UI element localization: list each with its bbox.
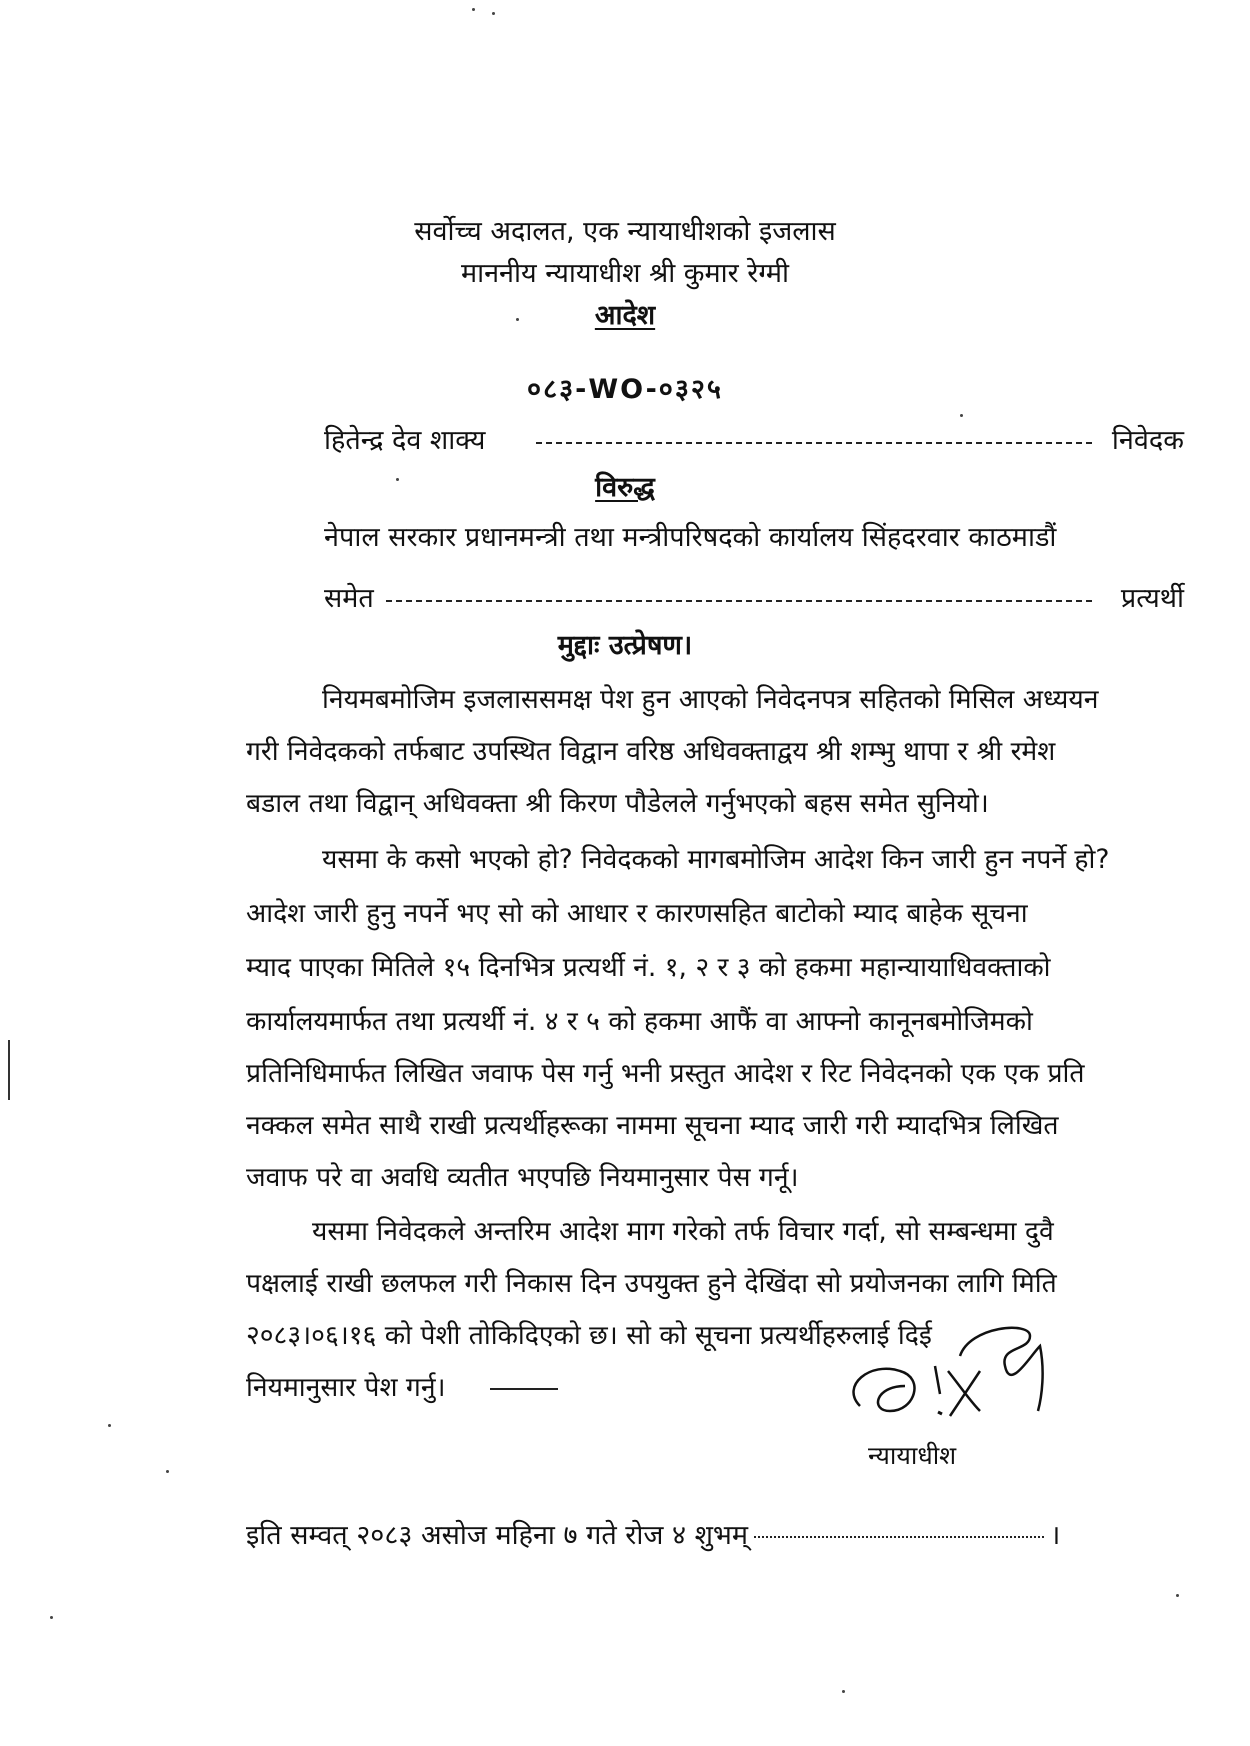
scan-speck: [842, 1690, 845, 1693]
para2-line: नक्कल समेत साथै राखी प्रत्यर्थीहरूका नाममा सूचना म्याद जारी गरी म्यादभित्र लिखित: [246, 1110, 1059, 1141]
versus-label: विरुद्ध: [595, 472, 655, 503]
judge-name: माननीय न्यायाधीश श्री कुमार रेग्मी: [460, 258, 790, 289]
para1-line: नियमबमोजिम इजलाससमक्ष पेश हुन आएको निवेदनपत्र सहितको मिसिल अध्ययन: [322, 684, 1099, 715]
court-name: सर्वोच्च अदालत, एक न्यायाधीशको इजलास: [414, 216, 836, 247]
scan-speck: [492, 12, 495, 15]
scan-speck: [1176, 1594, 1179, 1597]
scan-speck: [166, 1470, 169, 1473]
subject-line: मुद्दाः उत्प्रेषण।: [557, 630, 693, 661]
para2-line: म्याद पाएका मितिले १५ दिनभित्र प्रत्यर्थी नं. १, २ र ३ को हकमा महान्यायाधिवक्ताको: [246, 952, 1051, 983]
scan-speck: [50, 1616, 53, 1619]
signature-title: न्यायाधीश: [868, 1441, 957, 1470]
petitioner-role: निवेदक: [1111, 425, 1184, 456]
petitioner-row: [324, 420, 1184, 460]
date-text: इति सम्वत् २०८३ असोज महिना ७ गते रोज ४ शुभम्: [246, 1520, 749, 1551]
para3-line: पक्षलाई राखी छलफल गरी निकास दिन उपयुक्त हुने देखिंदा सो प्रयोजनका लागि मिति: [246, 1268, 1057, 1299]
para2-line: कार्यालयमार्फत तथा प्रत्यर्थी नं. ४ र ५ को हकमा आफैं वा आफ्नो कानूनबमोजिमको: [246, 1006, 1033, 1037]
para2-line: प्रतिनिधिमार्फत लिखित जवाफ पेस गर्नु भनी प्रस्तुत आदेश र रिट निवेदनको एक एक प्रति: [246, 1058, 1085, 1089]
scan-speck: [960, 414, 963, 417]
scan-speck: [516, 318, 519, 321]
dotted-leader: [754, 1536, 1044, 1538]
end-mark: ।: [1050, 1520, 1061, 1551]
para3-line: २०८३।०६।१६ को पेशी तोकिदिएको छ। सो को सूचना प्रत्यर्थीहरुलाई दिई: [246, 1320, 932, 1351]
dashed-leader: [536, 442, 1092, 444]
scan-edge-mark: [8, 1040, 10, 1100]
respondent-role: प्रत्यर्थी: [1120, 583, 1184, 614]
petitioner-name: हितेन्द्र देव शाक्य: [324, 425, 486, 456]
respondent-row: [324, 578, 1184, 618]
order-title: आदेश: [594, 300, 656, 331]
judge-signature: [830, 1316, 1070, 1436]
para1-line: बडाल तथा विद्वान् अधिवक्ता श्री किरण पौडेलले गर्नुभएको बहस समेत सुनियो।: [246, 788, 989, 819]
case-number: ०८३-WO-०३२५: [527, 374, 723, 405]
respondent-line-1: नेपाल सरकार प्रधानमन्त्री तथा मन्त्रीपरिषदको कार्यालय सिंहदरवार काठमाडौं: [324, 522, 1057, 553]
para3-line: नियमानुसार पेश गर्नु।: [246, 1372, 446, 1403]
scan-speck: [108, 1424, 111, 1427]
scan-speck: [396, 478, 399, 481]
para2-line: यसमा के कसो भएको हो? निवेदकको मागबमोजिम आदेश किन जारी हुन नपर्ने हो?: [322, 844, 1110, 875]
date-line: [246, 1518, 1060, 1554]
para2-line: जवाफ परे वा अवधि व्यतीत भएपछि नियमानुसार पेस गर्नू।: [246, 1162, 799, 1193]
para3-line: यसमा निवेदकले अन्तरिम आदेश माग गरेको तर्फ विचार गर्दा, सो सम्बन्धमा दुवै: [312, 1216, 1054, 1247]
para2-line: आदेश जारी हुनु नपर्ने भए सो को आधार र कारणसहित बाटोको म्याद बाहेक सूचना: [246, 898, 1028, 929]
respondent-line-2: समेत: [324, 583, 374, 614]
dashed-leader: [386, 600, 1092, 602]
scan-speck: [472, 8, 475, 11]
end-dash: [490, 1388, 558, 1390]
para1-line: गरी निवेदकको तर्फबाट उपस्थित विद्वान वरिष्ठ अधिवक्ताद्वय श्री शम्भु थापा र श्री रमेश: [246, 736, 1056, 767]
